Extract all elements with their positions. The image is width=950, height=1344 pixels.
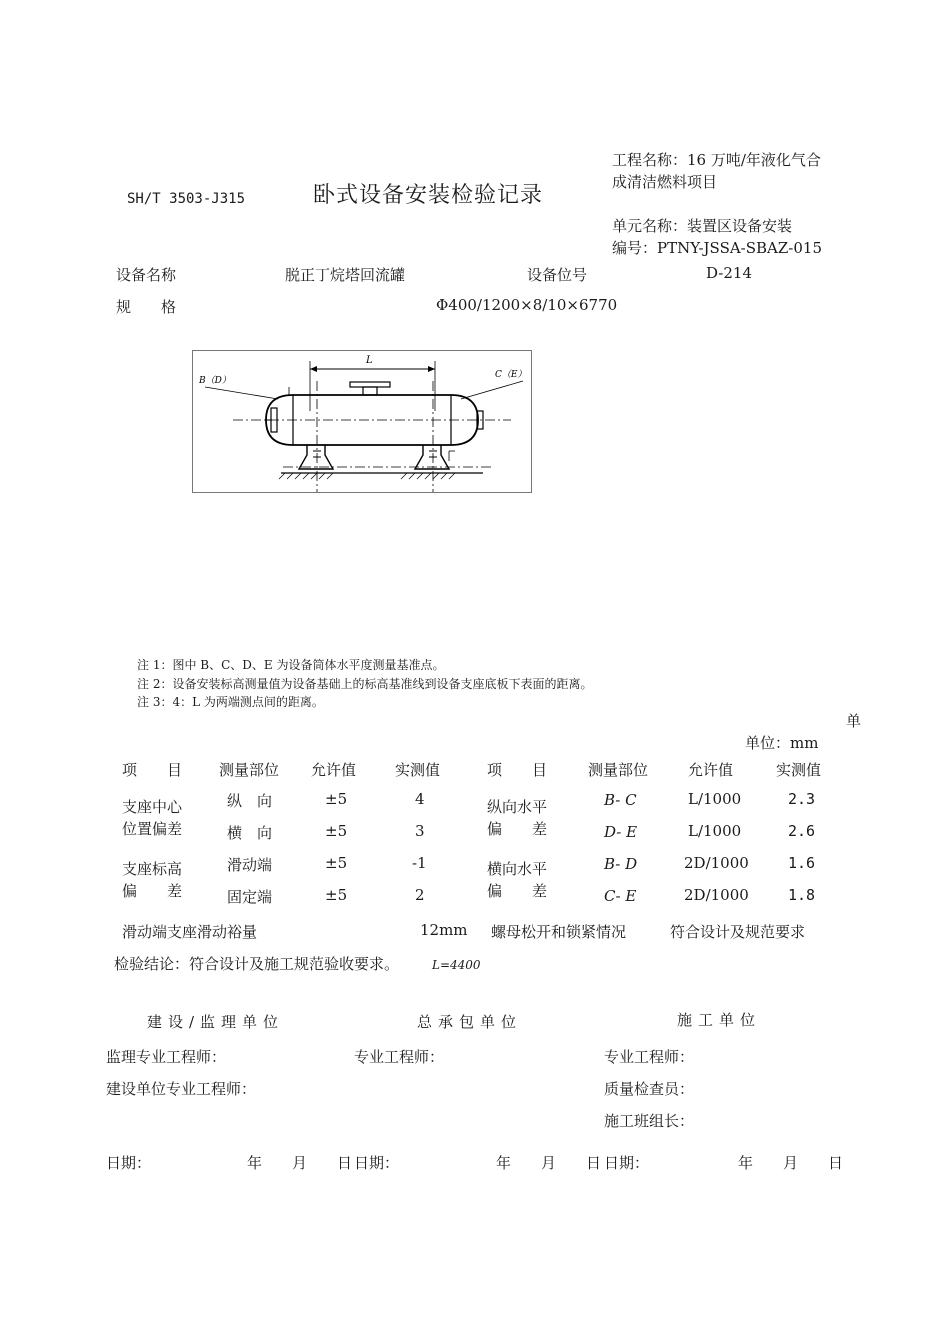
- table-cell-part: 横 向: [227, 824, 273, 842]
- project-name-line2: 成清洁燃料项目: [612, 173, 718, 191]
- general-engineer-label: 专业工程师：: [354, 1048, 445, 1066]
- date-ymd-3: 年 月 日: [738, 1154, 844, 1172]
- header-item-right: 项 目: [487, 761, 548, 779]
- table-cell-allow: ±5: [325, 790, 348, 808]
- table-cell-part: 纵 向: [227, 792, 273, 810]
- unit-fragment: 单: [846, 712, 862, 730]
- unit-name: 单元名称：装置区设备安装: [612, 217, 793, 235]
- group-item-line1: 支座中心: [122, 798, 183, 816]
- owner-engineer-label: 建设单位专业工程师：: [106, 1080, 257, 1098]
- table-cell-measured: 1.8: [788, 886, 816, 904]
- equipment-name-value: 脱正丁烷塔回流罐: [285, 266, 406, 284]
- table-cell-allow: L/1000: [688, 822, 742, 840]
- date-label-1: 日期：: [106, 1154, 152, 1172]
- nut-label: 螺母松开和锁紧情况: [491, 923, 627, 941]
- table-cell-measured: 3: [415, 822, 425, 840]
- table-cell-allow: 2D/1000: [684, 854, 749, 872]
- table-cell-measured: 2: [415, 886, 425, 904]
- col1-title: 建设/监理单位: [147, 1013, 285, 1031]
- conclusion-text: 检验结论：符合设计及施工规范验收要求。: [114, 955, 400, 973]
- label-c-e: C（E）: [495, 370, 527, 380]
- project-name-line1: 工程名称：16 万吨/年液化气合: [612, 151, 821, 169]
- table-cell-measured: 2.6: [788, 822, 816, 840]
- quality-inspector-label: 质量检查员：: [604, 1080, 695, 1098]
- table-cell-allow: ±5: [325, 854, 348, 872]
- note-2: 注 2：设备安装标高测量值为设备基础上的标高基准线到设备支座底板下表面的距离。: [137, 677, 593, 691]
- standard-code: SH/T 3503-J315: [127, 191, 246, 207]
- supervisor-engineer-label: 监理专业工程师：: [106, 1048, 227, 1066]
- table-cell-allow: ±5: [325, 886, 348, 904]
- equipment-name-label: 设备名称: [116, 266, 177, 284]
- unit-label: 单位：mm: [745, 734, 819, 752]
- group-item-line2: 偏 差: [487, 882, 548, 900]
- nut-value: 符合设计及规范要求: [670, 923, 806, 941]
- group-item-line2: 位置偏差: [122, 820, 183, 838]
- team-leader-label: 施工班组长：: [604, 1112, 695, 1130]
- header-part-left: 测量部位: [219, 761, 280, 779]
- header-part-right: 测量部位: [588, 761, 649, 779]
- table-cell-measured: 1.6: [788, 854, 816, 872]
- col2-title: 总承包单位: [417, 1013, 523, 1031]
- header-measured-right: 实测值: [776, 761, 822, 779]
- header-item-left: 项 目: [122, 761, 183, 779]
- group-item-line2: 偏 差: [122, 882, 183, 900]
- table-cell-part: C- E: [604, 887, 637, 905]
- slide-label: 滑动端支座滑动裕量: [122, 923, 258, 941]
- date-ymd-2: 年 月 日: [496, 1154, 602, 1172]
- label-l: L: [366, 355, 373, 366]
- table-cell-measured: 4: [415, 790, 425, 808]
- col3-title: 施工单位: [677, 1011, 762, 1029]
- vessel-diagram: [192, 350, 532, 493]
- slide-value: 12mm: [420, 921, 468, 939]
- table-cell-part: B- C: [604, 791, 637, 809]
- equipment-position-value: D-214: [706, 264, 753, 282]
- label-b-d: B（D）: [199, 376, 231, 386]
- table-cell-part: 固定端: [227, 888, 273, 906]
- spec-value: Φ400/1200×8/10×6770: [436, 296, 618, 314]
- date-label-3: 日期：: [604, 1154, 650, 1172]
- page-title: 卧式设备安装检验记录: [313, 183, 544, 208]
- date-label-2: 日期：: [354, 1154, 400, 1172]
- serial-number: 编号：PTNY-JSSA-SBAZ-015: [612, 239, 823, 257]
- table-cell-part: 滑动端: [227, 856, 273, 874]
- group-item-line1: 横向水平: [487, 860, 548, 878]
- table-cell-measured: 2.3: [788, 790, 816, 808]
- table-cell-part: D- E: [604, 823, 638, 841]
- header-allow-left: 允许值: [311, 761, 357, 779]
- header-measured-left: 实测值: [395, 761, 441, 779]
- conclusion-note: L=4400: [432, 958, 481, 972]
- date-ymd-1: 年 月 日: [247, 1154, 353, 1172]
- table-cell-allow: L/1000: [688, 790, 742, 808]
- construction-engineer-label: 专业工程师：: [604, 1048, 695, 1066]
- table-cell-part: B- D: [604, 855, 638, 873]
- equipment-position-label: 设备位号: [527, 266, 588, 284]
- note-3: 注 3：4：L 为两端测点间的距离。: [137, 695, 324, 709]
- table-cell-measured: -1: [412, 854, 427, 872]
- table-cell-allow: 2D/1000: [684, 886, 749, 904]
- horizontal-vessel-drawing: [193, 351, 531, 492]
- note-1: 注 1：图中 B、C、D、E 为设备筒体水平度测量基准点。: [137, 658, 445, 672]
- group-item-line2: 偏 差: [487, 820, 548, 838]
- spec-label: 规 格: [116, 298, 177, 316]
- header-allow-right: 允许值: [688, 761, 734, 779]
- group-item-line1: 支座标高: [122, 860, 183, 878]
- table-cell-allow: ±5: [325, 822, 348, 840]
- group-item-line1: 纵向水平: [487, 798, 548, 816]
